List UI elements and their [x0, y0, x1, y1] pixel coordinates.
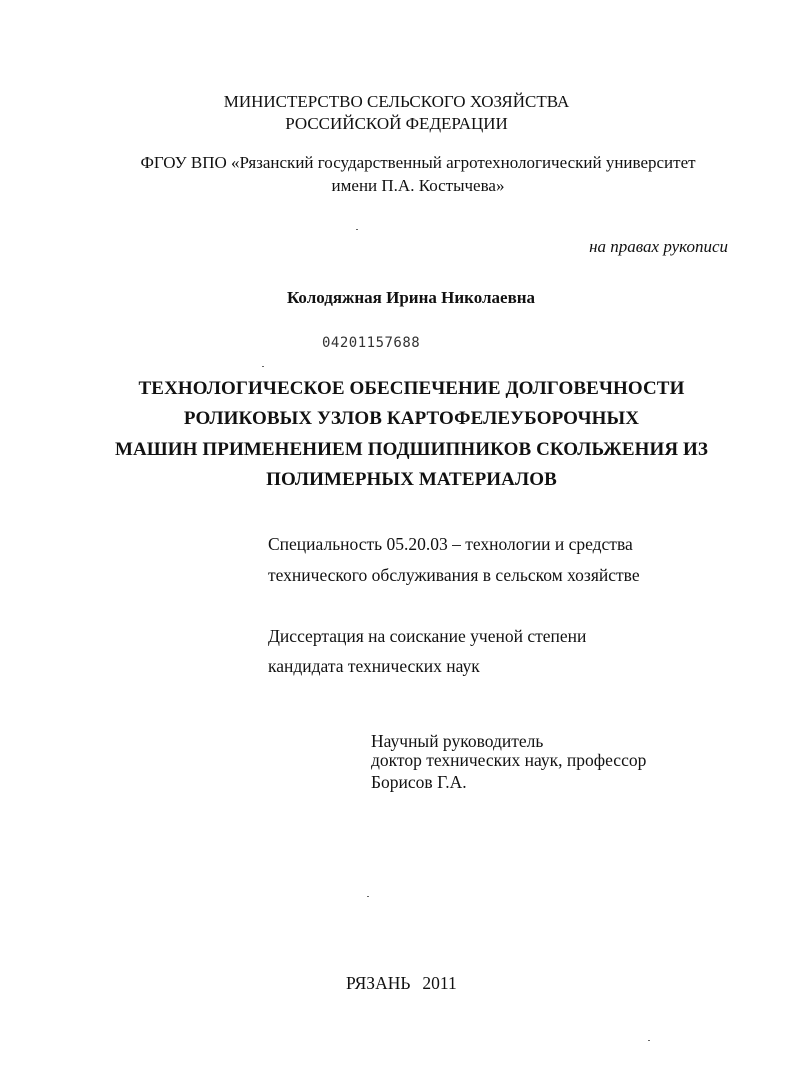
university-line-2: имени П.А. Костычева»	[331, 176, 505, 195]
title-line-2: РОЛИКОВЫХ УЗЛОВ КАРТОФЕЛЕУБОРОЧНЫХ	[183, 408, 640, 429]
specialty-line-1: Специальность 05.20.03 – технологии и средства	[268, 534, 633, 554]
ministry-line-1: МИНИСТЕРСТВО СЕЛЬСКОГО ХОЗЯЙСТВА	[223, 92, 570, 111]
footer-year: 2011	[422, 973, 457, 993]
ministry-line-2: РОССИЙСКОЙ ФЕДЕРАЦИИ	[285, 114, 508, 133]
title-line-4: ПОЛИМЕРНЫХ МАТЕРИАЛОВ	[266, 469, 557, 490]
footer-city: РЯЗАНЬ	[346, 973, 411, 993]
catalog-number: 04201157688	[322, 335, 421, 351]
scan-speck	[262, 366, 264, 367]
title-line-3: МАШИН ПРИМЕНЕНИЕМ ПОДШИПНИКОВ СКОЛЬЖЕНИЯ ИЗ	[114, 439, 709, 460]
scan-speck	[356, 229, 358, 230]
footer-city-year	[346, 973, 457, 993]
dissertation-line-2: кандидата технических наук	[268, 656, 480, 676]
university-line-1: ФГОУ ВПО «Рязанский государственный агротехнологический университет	[140, 153, 696, 172]
dissertation-line-1: Диссертация на соискание ученой степени	[268, 626, 587, 646]
specialty-line-2: технического обслуживания в сельском хозяйстве	[268, 565, 640, 585]
supervisor-name: Борисов Г.А.	[371, 772, 467, 792]
title-line-1: ТЕХНОЛОГИЧЕСКОЕ ОБЕСПЕЧЕНИЕ ДОЛГОВЕЧНОСТИ	[138, 378, 685, 399]
scan-speck	[648, 1040, 650, 1041]
scan-speck	[367, 896, 369, 897]
rights-note: на правах рукописи	[589, 237, 728, 256]
supervisor-degree: доктор технических наук, профессор	[371, 750, 647, 770]
author-name: Колодяжная Ирина Николаевна	[286, 288, 536, 307]
supervisor-label: Научный руководитель	[371, 731, 544, 751]
